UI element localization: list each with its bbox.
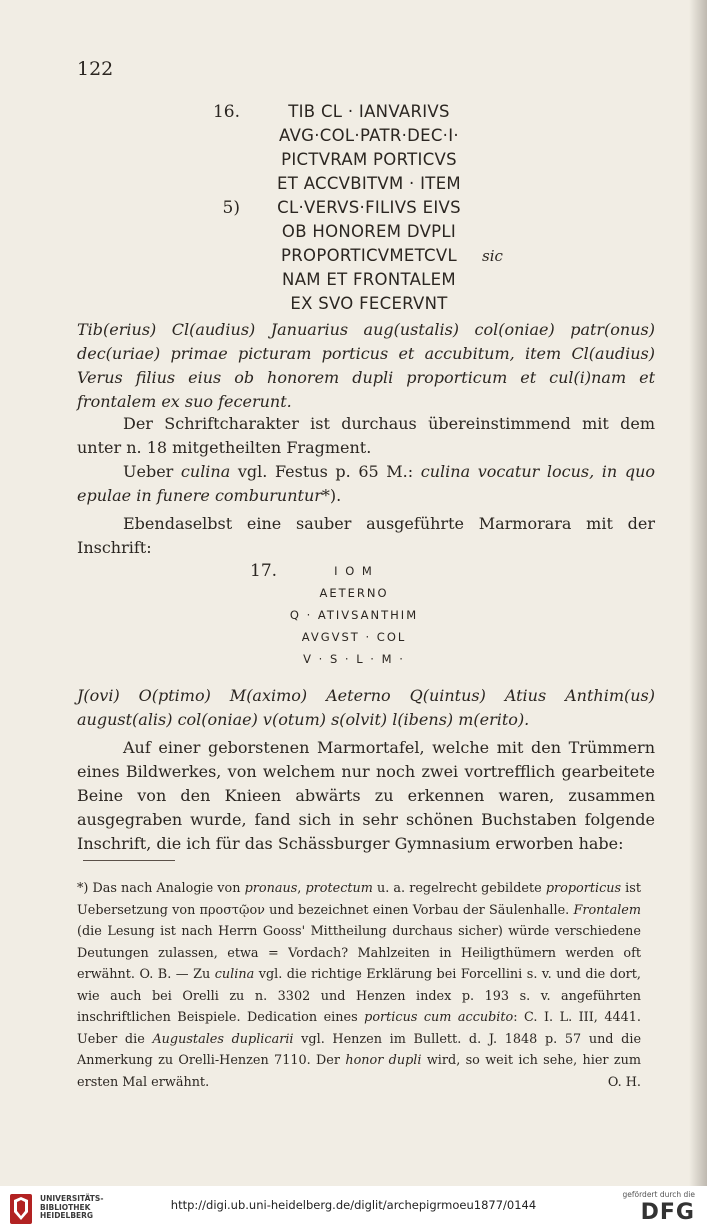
- footnote-signature: O. H.: [607, 1074, 641, 1090]
- inscription-text: TIB CL · IANVARIVS: [288, 102, 450, 121]
- footnote: [77, 878, 641, 1093]
- footnote-text: ,: [297, 881, 306, 896]
- transcription-16: Tib(erius) Cl(audius) Januarius aug(ustalis) col(oniae) patr(onus) dec(uriae) primae picturam porticus et accubitum, item Cl(audius) Verus filius eius ob honorem dupli proporticum et cul(i)nam et frontalem ex suo fecerunt.: [77, 320, 655, 411]
- inscription-text: PICTVRAM PORTICVS: [281, 150, 457, 169]
- footnote-text: (die Lesung ist nach Herrn Gooss' Mittheilung durchaus sicher) würde verschiedene Deutungen zulassen, etwa = Vordach? Mahlzeiten in Heiligthümern werden oft erwähnt. O. B. — Zu: [77, 924, 641, 982]
- viewer-footer: [0, 1186, 707, 1232]
- inscription-line: [200, 292, 520, 316]
- footnote-marker: *).: [321, 486, 342, 505]
- library-name-line: BIBLIOTHEK: [40, 1202, 91, 1212]
- permalink-url[interactable]: http://digi.ub.uni-heidelberg.de/diglit/archepigrmoeu1877/0144: [170, 1198, 537, 1212]
- footnote-text: *) Das nach Analogie von: [77, 881, 245, 896]
- line-number: 17.: [250, 561, 278, 581]
- funding-label: gefördert durch die: [622, 1190, 695, 1199]
- footnote-text: u. a. regelrecht gebildete: [372, 881, 546, 896]
- text-span: vgl. Festus p. 65 M.:: [230, 462, 421, 481]
- inscription-line: [200, 100, 520, 124]
- inscription-text: V · S · L · M ·: [303, 652, 405, 666]
- inscription-line: [200, 172, 520, 196]
- inscription-text: OB HONOREM DVPLI: [281, 222, 457, 241]
- line-number: 16.: [212, 102, 240, 122]
- library-name-line: HEIDELBERG: [40, 1211, 94, 1220]
- inscription-text: ET ACCVBITVM · ITEM: [277, 174, 461, 193]
- inscription-line: [200, 244, 520, 268]
- text-span: Ueber: [123, 462, 181, 481]
- footnote-italic: Frontalem: [573, 902, 641, 918]
- paragraph-culina: [77, 460, 655, 508]
- transcription-17: J(ovi) O(ptimo) M(aximo) Aeterno Q(uintus) Atius Anthim(us) august(alis) col(oniae) v(otum) s(olvit) l(ibens) m(erito).: [77, 686, 655, 729]
- sic-note: sic: [482, 247, 503, 265]
- footnote-italic: pronaus: [244, 881, 298, 896]
- inscription-text: NAM ET FRONTALEM: [282, 270, 456, 289]
- footnote-italic: culina: [214, 967, 255, 982]
- inscription-text: AVG·COL·PATR·DEC·I·: [279, 126, 459, 145]
- footnote-text: : C. I. L. III, 4441. Ueber die: [77, 1010, 641, 1047]
- footnote-italic: porticus cum accubito: [364, 1010, 514, 1025]
- paragraph-marmortafel: Auf einer geborstenen Marmortafel, welche mit den Trümmern eines Bildwerkes, von welchem nur noch zwei vortrefflich gearbeitete Beine von den Knieen abwärts zu erkennen waren, zusammen ausgegraben wurde, fand sich in sehr schönen Buchstaben folgende Inschrift, die ich für das Schässburger Gymnasium erworben habe:: [77, 738, 655, 853]
- library-name-line: UNIVERSITÄTS-: [40, 1194, 104, 1203]
- festus-quote: culina vocatur locus, in quo epulae in funere comburuntur: [77, 462, 656, 505]
- footnote-text: vgl. Henzen im Bullett. d. J. 1848 p. 57 und die Anmerkung zu Orelli-Henzen 7110. Der: [77, 1031, 642, 1068]
- text-span-italic: culina: [180, 462, 231, 481]
- inscription-17: [230, 560, 490, 670]
- inscription-line: [230, 604, 490, 626]
- inscription-text: I O M: [334, 564, 374, 578]
- footnote-italic: proporticus: [545, 881, 622, 896]
- inscription-line: [230, 560, 490, 582]
- paragraph-ebendaselbst: Ebendaselbst eine sauber ausgeführte Marmorara mit der Inschrift:: [77, 514, 655, 557]
- inscription-line: [200, 196, 520, 220]
- footnote-text: vgl. die richtige Erklärung bei Forcellini s. v. und die dort, wie auch bei Orelli zu n. 3302 und Henzen index p. 193 s. v. angeführten inschriftlichen Beispiele. Dedication eines: [77, 967, 641, 1025]
- inscription-text: Q · ATIVSANTHIM: [289, 608, 419, 622]
- page-number: 122: [77, 58, 114, 80]
- footnote-text: wird, so weit ich sehe, hier zum ersten Mal erwähnt.: [77, 1053, 642, 1090]
- page-edge-shadow: [689, 0, 707, 1186]
- inscription-text: EX SVO FECERVNT: [290, 294, 448, 313]
- inscription-line: [200, 124, 520, 148]
- inscription-text: AETERNO: [319, 586, 389, 600]
- inscription-line: [230, 648, 490, 670]
- footnote-italic: protectum: [305, 881, 373, 896]
- inscription-text: AVGVST · COL: [301, 630, 407, 644]
- inscription-line: [200, 268, 520, 292]
- inscription-line: [230, 582, 490, 604]
- inscription-line: [230, 626, 490, 648]
- inscription-text: PROPORTICVMETCVL: [281, 246, 457, 265]
- paragraph-schriftcharakter: Der Schriftcharakter ist durchaus übereinstimmend mit dem unter n. 18 mitgetheilten Fragment.: [77, 414, 655, 457]
- footnote-rule: [83, 860, 175, 861]
- inscription-line: [200, 148, 520, 172]
- inscription-line: [200, 220, 520, 244]
- footnote-text: ist Uebersetzung von προστῷον und bezeichnet einen Vorbau der Säulenhalle.: [77, 881, 641, 918]
- inscription-16: [200, 100, 520, 316]
- line-number: 5): [222, 198, 240, 218]
- footnote-italic: Augustales duplicarii: [152, 1031, 294, 1047]
- footnote-italic: honor dupli: [345, 1053, 422, 1068]
- inscription-text: CL·VERVS·FILIVS EIVS: [277, 198, 461, 217]
- dfg-logo: DFG: [640, 1200, 695, 1225]
